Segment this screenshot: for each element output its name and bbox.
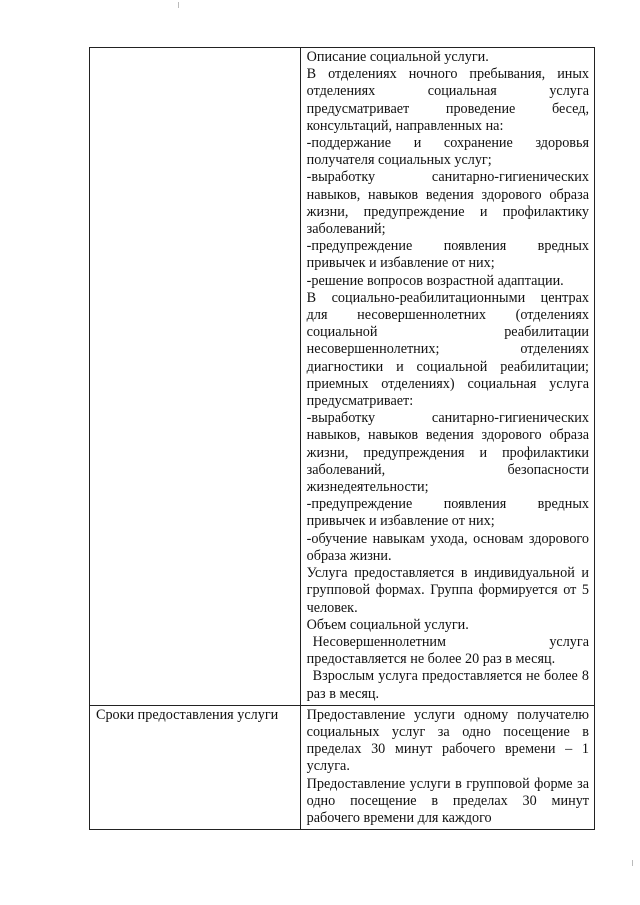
paragraph: Предоставление услуги одному получателю социальных услуг за одно посещение в пределах 30 минут рабочего времени – 1 услуга. bbox=[306, 706, 589, 775]
paragraph: -выработку санитарно-гигиенических навыков, навыков ведения здорового образа жизни, предупреждение и профилактику заболеваний; bbox=[306, 169, 589, 238]
table-row bbox=[90, 48, 595, 706]
row2-right-cell bbox=[300, 705, 594, 829]
paragraph: Несовершеннолетним услуга предоставляется не более 20 раз в месяц. bbox=[306, 633, 589, 668]
services-table bbox=[89, 47, 595, 830]
paragraph: Услуга предоставляется в индивидуальной и групповой формах. Группа формируется от 5 человек. bbox=[306, 565, 589, 616]
scan-mark bbox=[178, 2, 179, 8]
paragraph: Взрослым услуга предоставляется не более 8 раз в месяц. bbox=[306, 668, 589, 702]
paragraph: Объем социальной услуги. bbox=[306, 616, 469, 633]
paragraph: В социально-реабилитационными центрах для несовершеннолетних (отделениях социальной реабилитации несовершеннолетних; отделениях диагностики и социальной реабилитации; приемных отделениях) социальная услуга предусматривает: bbox=[306, 289, 589, 410]
paragraph: -поддержание и сохранение здоровья получателя социальных услуг; bbox=[306, 135, 589, 169]
row2-left-cell bbox=[90, 705, 301, 829]
paragraph: -решение вопросов возрастной адаптации. bbox=[306, 272, 564, 289]
scan-mark bbox=[632, 860, 633, 866]
row2-left-text: Сроки предоставления услуги bbox=[96, 706, 279, 723]
row1-right-cell bbox=[300, 48, 594, 706]
paragraph: -предупреждение появления вредных привычек и избавление от них; bbox=[306, 496, 589, 530]
paragraph: -обучение навыкам ухода, основам здорового образа жизни. bbox=[306, 530, 589, 564]
paragraph: Описание социальной услуги. bbox=[306, 49, 489, 65]
table-row bbox=[90, 705, 595, 829]
row1-left-cell bbox=[90, 48, 301, 706]
paragraph: Предоставление услуги в групповой форме за одно посещение в пределах 30 минут рабочего времени для каждого bbox=[306, 775, 589, 826]
paragraph: В отделениях ночного пребывания, иных отделениях социальная услуга предусматривает проведение бесед, консультаций, направленных на: bbox=[306, 66, 589, 134]
paragraph: -выработку санитарно-гигиенических навыков, навыков ведения здорового образа жизни, предупреждения и профилактики заболеваний, безопасности жизнедеятельности; bbox=[306, 410, 589, 496]
paragraph: -предупреждение появления вредных привычек и избавление от них; bbox=[306, 238, 589, 272]
